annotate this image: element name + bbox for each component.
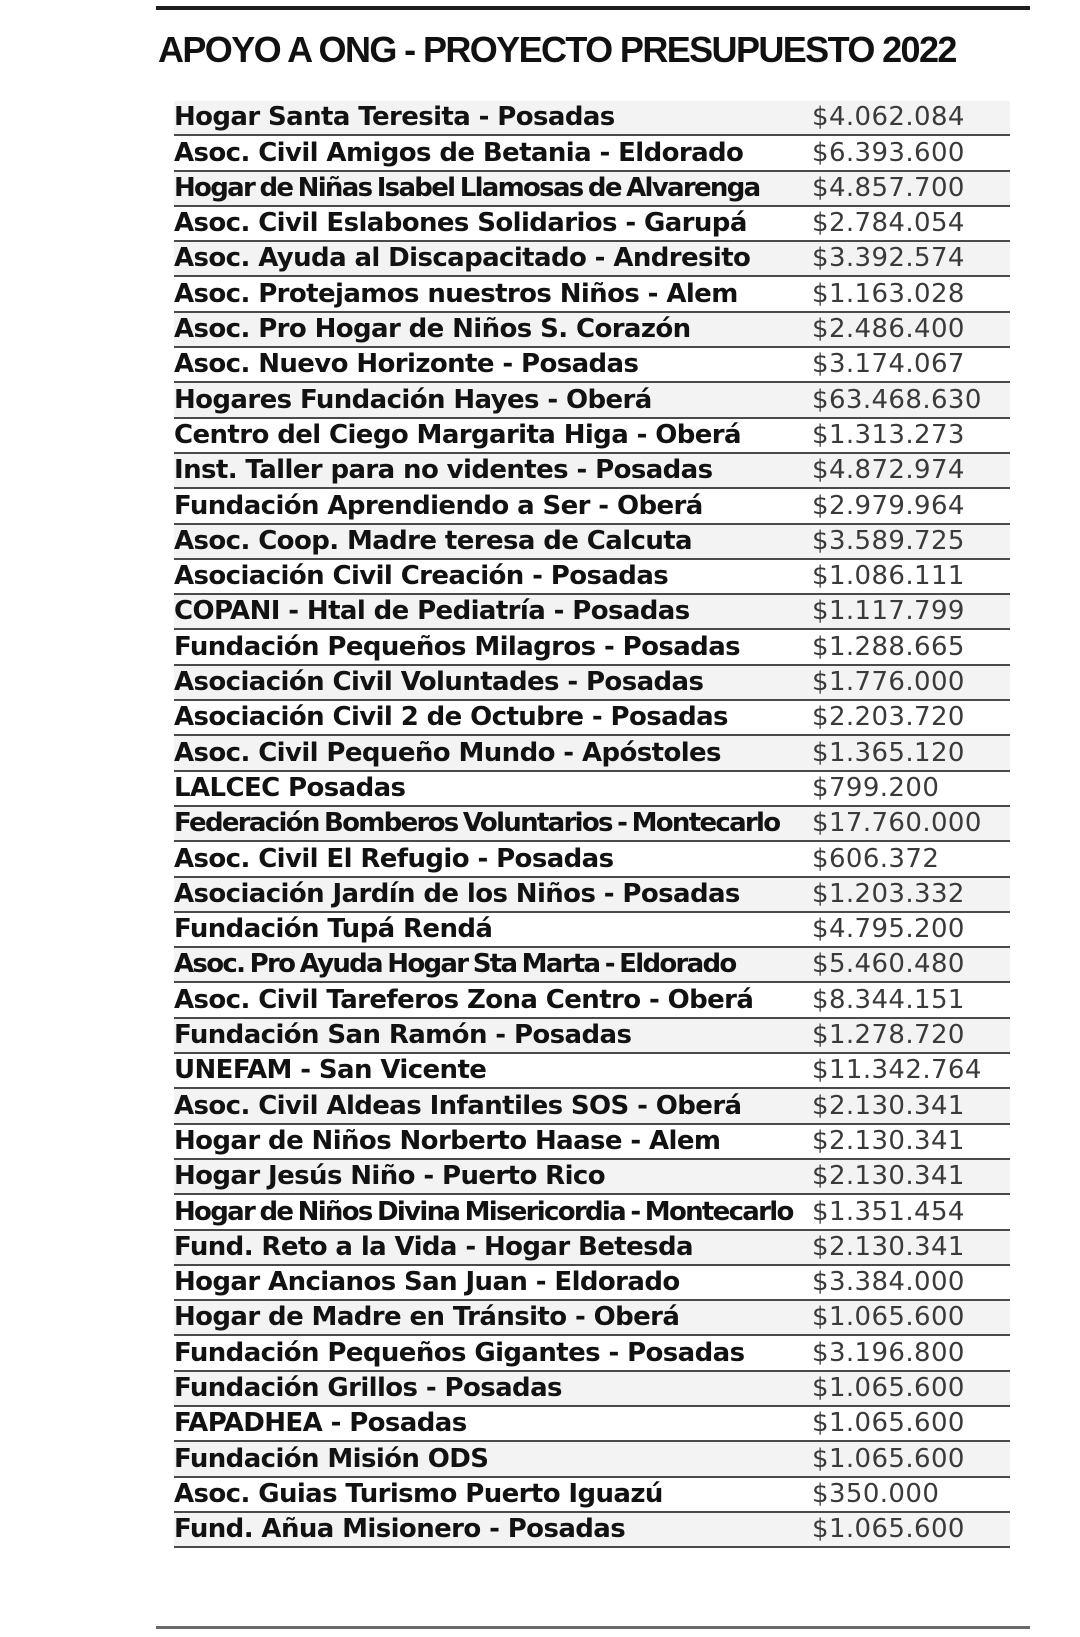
org-name: Hogar de Niños Divina Misericordia - Montecarlo — [174, 1196, 793, 1227]
org-name: Asoc. Civil Pequeño Mundo - Apóstoles — [174, 737, 721, 768]
org-name: Asociación Civil 2 de Octubre - Posadas — [174, 702, 728, 733]
org-name: Asoc. Civil Amigos de Betania - Eldorado — [174, 137, 744, 168]
org-name: Asoc. Civil Tareferos Zona Centro - Oberá — [174, 984, 754, 1015]
org-amount: $6.393.600 — [812, 137, 965, 168]
table-row — [174, 277, 1010, 312]
org-name: Fundación Aprendiendo a Ser - Oberá — [174, 490, 703, 521]
org-name: COPANI - Htal de Pediatría - Posadas — [174, 596, 690, 627]
org-name: Asociación Civil Voluntades - Posadas — [174, 667, 704, 698]
org-name: Hogar de Madre en Tránsito - Oberá — [174, 1302, 680, 1333]
org-name: Fundación Grillos - Posadas — [174, 1372, 562, 1403]
table-row — [174, 1513, 1010, 1548]
org-amount: $1.065.600 — [812, 1408, 965, 1439]
table-row — [174, 595, 1010, 630]
table-row — [174, 1019, 1010, 1054]
table-row — [174, 1231, 1010, 1266]
org-name: Asoc. Coop. Madre teresa de Calcuta — [174, 525, 693, 556]
table-row — [174, 878, 1010, 913]
org-amount: $1.776.000 — [812, 667, 965, 698]
org-amount: $3.589.725 — [812, 525, 965, 556]
org-name: Fundación San Ramón - Posadas — [174, 1020, 632, 1051]
table-row — [174, 1478, 1010, 1513]
table-row — [174, 454, 1010, 489]
table-row — [174, 913, 1010, 948]
table-row — [174, 983, 1010, 1018]
table-row — [174, 701, 1010, 736]
org-name: Asoc. Civil Eslabones Solidarios - Garupá — [174, 208, 747, 239]
org-name: Asociación Civil Creación - Posadas — [174, 561, 669, 592]
org-name: Hogar Ancianos San Juan - Eldorado — [174, 1267, 680, 1298]
org-amount: $3.196.800 — [812, 1337, 965, 1368]
table-row — [174, 1407, 1010, 1442]
org-amount: $1.313.273 — [812, 419, 965, 450]
table-row — [174, 1442, 1010, 1477]
org-amount: $1.117.799 — [812, 596, 965, 627]
table-row — [174, 1195, 1010, 1230]
org-amount: $4.857.700 — [812, 172, 965, 203]
org-name: Hogar Jesús Niño - Puerto Rico — [174, 1161, 605, 1192]
org-name: LALCEC Posadas — [174, 772, 406, 803]
table-row — [174, 136, 1010, 171]
table-row — [174, 1301, 1010, 1336]
budget-table — [174, 101, 1010, 1548]
top-rule — [156, 6, 1030, 10]
table-row — [174, 207, 1010, 242]
org-amount: $1.351.454 — [812, 1196, 965, 1227]
org-amount: $1.065.600 — [812, 1443, 965, 1474]
org-name: Federación Bomberos Voluntarios - Montecarlo — [174, 808, 780, 839]
table-row — [174, 1336, 1010, 1371]
org-amount: $1.203.332 — [812, 878, 965, 909]
org-amount: $3.384.000 — [812, 1267, 965, 1298]
org-name: UNEFAM - San Vicente — [174, 1055, 487, 1086]
table-row — [174, 1125, 1010, 1160]
org-name: Asoc. Protejamos nuestros Niños - Alem — [174, 278, 738, 309]
org-name: Fundación Misión ODS — [174, 1443, 489, 1474]
table-row — [174, 419, 1010, 454]
org-amount: $63.468.630 — [812, 384, 982, 415]
org-amount: $1.065.600 — [812, 1514, 965, 1545]
org-amount: $3.392.574 — [812, 243, 965, 274]
table-row — [174, 101, 1010, 136]
table-row — [174, 807, 1010, 842]
org-amount: $4.062.084 — [812, 102, 965, 133]
table-row — [174, 313, 1010, 348]
org-amount: $2.203.720 — [812, 702, 965, 733]
org-name: Centro del Ciego Margarita Higa - Oberá — [174, 419, 741, 450]
table-row — [174, 772, 1010, 807]
table-row — [174, 842, 1010, 877]
org-name: Asoc. Civil Aldeas Infantiles SOS - Oberá — [174, 1090, 742, 1121]
org-name: Hogar de Niñas Isabel Llamosas de Alvarenga — [174, 172, 760, 203]
table-row — [174, 630, 1010, 665]
org-amount: $11.342.764 — [812, 1055, 982, 1086]
org-amount: $1.288.665 — [812, 631, 965, 662]
page-title: APOYO A ONG - PROYECTO PRESUPUESTO 2022 — [158, 29, 956, 70]
table-row — [174, 172, 1010, 207]
table-row — [174, 383, 1010, 418]
table-row — [174, 1160, 1010, 1195]
table-row — [174, 525, 1010, 560]
org-amount: $2.130.341 — [812, 1161, 965, 1192]
org-amount: $350.000 — [812, 1478, 940, 1509]
org-amount: $17.760.000 — [812, 808, 982, 839]
org-amount: $1.278.720 — [812, 1020, 965, 1051]
org-amount: $4.795.200 — [812, 914, 965, 945]
org-amount: $1.065.600 — [812, 1372, 965, 1403]
org-amount: $1.163.028 — [812, 278, 965, 309]
table-row — [174, 1089, 1010, 1124]
org-amount: $1.365.120 — [812, 737, 965, 768]
bottom-rule — [156, 1626, 1030, 1629]
org-amount: $2.130.341 — [812, 1125, 965, 1156]
org-name: Asoc. Pro Hogar de Niños S. Corazón — [174, 314, 691, 345]
table-row — [174, 666, 1010, 701]
table-row — [174, 1054, 1010, 1089]
table-row — [174, 560, 1010, 595]
table-row — [174, 1372, 1010, 1407]
org-amount: $2.486.400 — [812, 314, 965, 345]
org-name: FAPADHEA - Posadas — [174, 1408, 467, 1439]
org-amount: $2.130.341 — [812, 1231, 965, 1262]
org-amount: $1.065.600 — [812, 1302, 965, 1333]
org-amount: $5.460.480 — [812, 949, 965, 980]
org-name: Asociación Jardín de los Niños - Posadas — [174, 878, 740, 909]
org-amount: $1.086.111 — [812, 561, 965, 592]
org-name: Asoc. Guias Turismo Puerto Iguazú — [174, 1478, 663, 1509]
org-amount: $3.174.067 — [812, 349, 965, 380]
table-row — [174, 1266, 1010, 1301]
org-name: Asoc. Nuevo Horizonte - Posadas — [174, 349, 639, 380]
org-name: Hogar Santa Teresita - Posadas — [174, 102, 615, 133]
org-name: Hogares Fundación Hayes - Oberá — [174, 384, 652, 415]
org-amount: $606.372 — [812, 843, 940, 874]
table-row — [174, 489, 1010, 524]
org-amount: $2.979.964 — [812, 490, 965, 521]
table-row — [174, 348, 1010, 383]
org-amount: $8.344.151 — [812, 984, 965, 1015]
org-amount: $4.872.974 — [812, 455, 965, 486]
table-row — [174, 948, 1010, 983]
table-row — [174, 242, 1010, 277]
org-name: Fundación Pequeños Gigantes - Posadas — [174, 1337, 745, 1368]
org-name: Fund. Añua Misionero - Posadas — [174, 1514, 626, 1545]
org-name: Inst. Taller para no videntes - Posadas — [174, 455, 713, 486]
org-amount: $799.200 — [812, 772, 940, 803]
org-amount: $2.130.341 — [812, 1090, 965, 1121]
table-row — [174, 736, 1010, 771]
org-name: Hogar de Niños Norberto Haase - Alem — [174, 1125, 721, 1156]
org-name: Asoc. Ayuda al Discapacitado - Andresito — [174, 243, 751, 274]
org-name: Asoc. Pro Ayuda Hogar Sta Marta - Eldorado — [174, 949, 736, 980]
org-name: Fundación Tupá Rendá — [174, 914, 493, 945]
org-name: Fund. Reto a la Vida - Hogar Betesda — [174, 1231, 693, 1262]
org-amount: $2.784.054 — [812, 208, 965, 239]
org-name: Asoc. Civil El Refugio - Posadas — [174, 843, 614, 874]
org-name: Fundación Pequeños Milagros - Posadas — [174, 631, 741, 662]
